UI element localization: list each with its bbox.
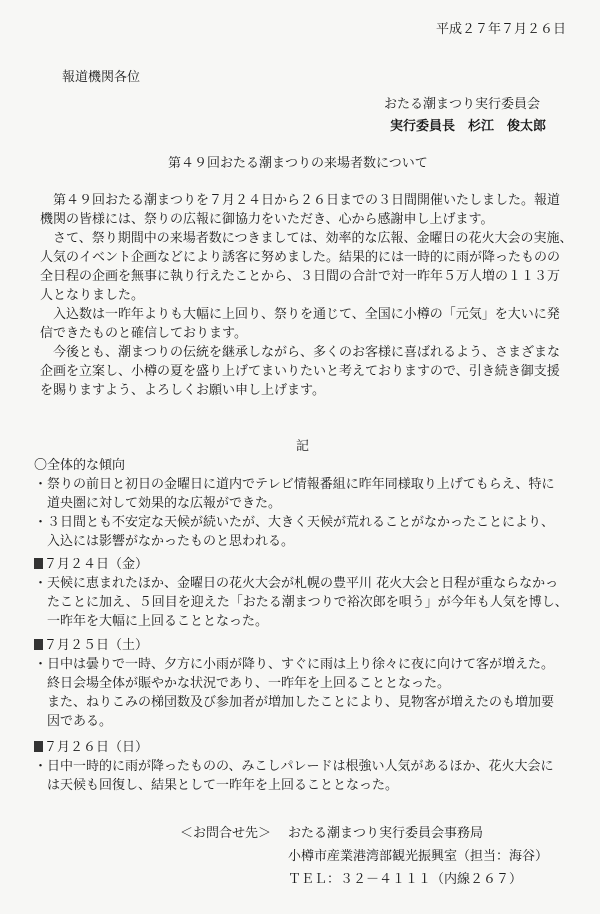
bullet-line: 入込には影響がなかったものと思われる。	[34, 534, 295, 549]
day2-section	[34, 636, 564, 731]
contact-department: 小樽市産業港湾部観光振興室（担当：海谷）	[288, 849, 549, 864]
bullet-line: 道央圏に対して効果的な広報ができた。	[34, 496, 282, 511]
body-line: 今後とも、潮まつりの伝統を継承しながら、多くのお客様に喜ばれるよう、さまざまな	[40, 345, 561, 360]
day-heading: ７月２４日（金）	[44, 557, 149, 572]
day1-section	[34, 555, 568, 631]
body-line: 機関の皆様には、祭りの広報に御協力をいただき、心から感謝申し上げます。	[40, 212, 494, 227]
bullet-line: たことに加え、５回目を迎えた「おたる潮まつりで裕次郎を唄う」が今年も人気を博し、	[34, 595, 568, 610]
organization: おたる潮まつり実行委員会	[384, 97, 541, 112]
overall-section	[34, 456, 564, 551]
body-line: 企画を立案し、小樽の夏を盛り上げてまいりたいと考えておりますので、引き続き御支援	[40, 364, 560, 379]
body-line: 信できたものと確信しております。	[40, 326, 247, 341]
bullet-line: ・天候に恵まれたほか、金曜日の花火大会が札幌の豊平川 花火大会と日程が重ならなかっ	[34, 576, 559, 591]
body-text	[40, 191, 573, 400]
date: 平成２７年７月２６日	[436, 22, 567, 37]
contact-office: おたる潮まつり実行委員会事務局	[288, 826, 484, 841]
ki-heading: 記	[296, 439, 310, 454]
addressee: 報道機関各位	[62, 70, 141, 85]
bullet-line: ・３日間とも不安定な天候が続いたが、大きく天候が荒れることがなかったことにより、	[34, 515, 555, 530]
body-line: 第４９回おたる潮まつりを７月２４日から２６日までの３日間開催いたしました。報道	[40, 193, 561, 208]
contact-phone: ＴＥＬ：３２－４１１１（内線２６７）	[288, 872, 523, 887]
bullet-line: 終日会場全体が賑やかな状況であり、一昨年を上回ることとなった。	[34, 676, 451, 691]
day3-section	[34, 738, 564, 795]
bullet-line: 一昨年を大幅に上回ることとなった。	[34, 614, 269, 629]
square-bullet-icon	[34, 558, 43, 569]
body-line: 全日程の企画を無事に執り行えたことから、３日間の合計で対一昨年５万人増の１１３万	[40, 269, 561, 284]
bullet-line: 因である。	[34, 714, 113, 729]
body-line: 入込数は一昨年よりも大幅に上回り、祭りを通じて、全国に小樽の「元気」を大いに発	[40, 307, 560, 322]
section-heading: 〇全体的な傾向	[34, 458, 126, 473]
contact-label: ＜お問合せ先＞	[180, 826, 272, 841]
body-line: を賜りますよう、よろしくお願い申し上げます。	[40, 383, 325, 398]
square-bullet-icon	[34, 741, 43, 752]
body-line: 人となりました。	[40, 288, 145, 303]
document-title: 第４９回おたる潮まつりの来場者数について	[168, 156, 428, 171]
bullet-line: また、ねりこみの梯団数及び参加者が増加したことにより、見物客が増えたのも増加要	[34, 695, 555, 710]
day-heading: ７月２６日（日）	[44, 740, 149, 755]
bullet-line: は天候も回復し、結果として一昨年を上回ることとなった。	[34, 778, 399, 793]
body-line: 人気のイベント企画などにより誘客に努めました。結果的には一時的に雨が降ったものの	[40, 250, 561, 265]
committee-chair: 実行委員長 杉江 俊太郎	[390, 119, 547, 134]
bullet-line: ・日中一時的に雨が降ったものの、みこしパレードは根強い人気があるほか、花火大会に	[34, 759, 554, 774]
square-bullet-icon	[34, 639, 43, 650]
body-line: さて、祭り期間中の来場者数につきましては、効率的な広報、金曜日の花火大会の実施、	[40, 231, 573, 246]
bullet-line: ・祭りの前日と初日の金曜日に道内でテレビ情報番組に昨年同様取り上げてもらえ、特に	[34, 477, 555, 492]
day-heading: ７月２５日（土）	[44, 638, 149, 653]
bullet-line: ・日中は曇りで一時、夕方に小雨が降り、すぐに雨は上り徐々に夜に向けて客が増えた。	[34, 657, 555, 672]
